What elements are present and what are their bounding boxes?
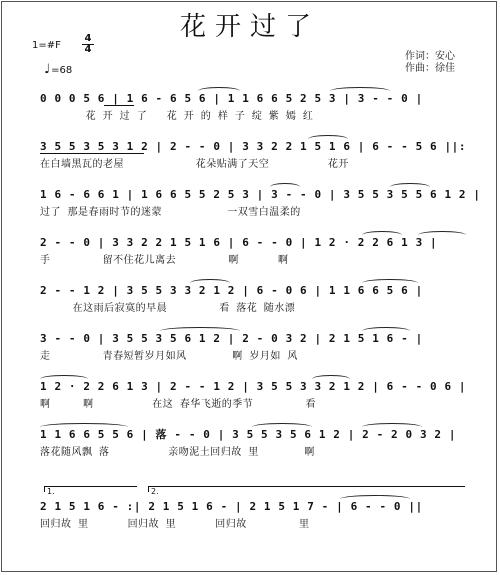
lyrics-line: 回归故 里 回归故 里 回归故 里 — [40, 519, 310, 530]
composer: 作曲：徐佳 — [405, 63, 455, 74]
slur — [308, 135, 348, 143]
score-system-1 — [40, 92, 485, 138]
beam — [40, 153, 144, 154]
slur — [312, 375, 350, 383]
lyrics-line: 手 留不住花儿离去 啊 啊 — [40, 255, 289, 266]
jianpu-notes: 3 5 5 3 5 3 1 2 | 2 - - 0 | 3 3 2 2 1 5 1 6 | 6 - - 5 6 ||: — [40, 140, 467, 153]
jianpu-notes: 2 1 5 1 6 - :| 2 1 5 1 6 - | 2 1 5 1 7 - | 6 - - 0 || — [40, 500, 423, 513]
lyrics-line: 走 青春短暂岁月如风 啊 岁月如 风 — [40, 351, 298, 362]
score-system-4 — [40, 236, 485, 282]
score-system-6 — [40, 332, 485, 378]
slur — [40, 423, 128, 431]
slur — [270, 183, 300, 191]
jianpu-notes: 1 1 6 6 5 5 6 | 落 - - 0 | 3 5 5 3 5 6 1 2 | 2 - 2 0 3 2 | — [40, 428, 457, 441]
time-signature-bottom: 4 — [84, 44, 92, 55]
volta-second-ending — [148, 486, 465, 492]
score-system-2 — [40, 140, 485, 186]
credits — [405, 51, 455, 75]
slur — [390, 183, 430, 191]
score-system-8 — [40, 428, 485, 474]
slur — [362, 279, 418, 287]
tempo-marking — [44, 62, 72, 77]
lyrics-line: 花 开 过 了 花 开 的 样 子 绽 紫 嫣 红 — [40, 111, 314, 122]
slur — [198, 87, 240, 95]
score-system-7 — [40, 380, 485, 426]
lyrics-line: 落花随风飘 落 亲吻泥土回归故 里 啊 — [40, 447, 315, 458]
key-signature: 1=#F — [32, 40, 61, 51]
volta-second-label: 2. — [151, 487, 159, 496]
lyrics-line: 过了 那是春雨时节的迷蒙 一双雪白温柔的 — [40, 207, 301, 218]
slur — [418, 231, 466, 239]
slur — [330, 87, 390, 95]
lyrics-line: 啊 啊 在这 春华飞逝的季节 看 — [40, 399, 316, 410]
volta-first-ending — [44, 486, 137, 492]
slur — [362, 327, 410, 335]
time-signature — [82, 34, 94, 55]
song-title: 花开过了 — [179, 12, 320, 42]
jianpu-notes: 1 2 · 2 2 6 1 3 | 2 - - 1 2 | 3 5 5 3 3 2 1 2 | 6 - - 0 6 | — [40, 380, 467, 393]
slur — [252, 423, 312, 431]
tempo-value: =68 — [51, 65, 73, 76]
slur — [40, 375, 88, 383]
jianpu-notes: 3 - - 0 | 3 5 5 3 5 6 1 2 | 2 - 0 3 2 | 2 1 5 1 6 - | — [40, 332, 423, 345]
slur — [362, 423, 422, 431]
score-system-3 — [40, 188, 485, 234]
quarter-note-icon: ♩ — [44, 62, 51, 77]
jianpu-notes: 1 6 - 6 6 1 | 1 6 6 5 5 2 5 3 | 3 - - 0 | 3 5 5 3 5 5 6 1 2 | — [40, 188, 481, 201]
volta-first-label: 1. — [47, 487, 55, 496]
jianpu-notes: 0 0 0 5 6 | 1 6 - 6 5 6 | 1 1 6 6 5 2 5 3 | 3 - - 0 | — [40, 92, 423, 105]
slur — [362, 231, 402, 239]
lyrics-line: 在白墙黑瓦的老屋 花朵贴满了天空 花开 — [40, 159, 349, 170]
jianpu-notes: 2 - - 1 2 | 3 5 5 3 3 2 1 2 | 6 - 0 6 | 1 1 6 6 5 6 | — [40, 284, 423, 297]
score-system-9 — [40, 500, 485, 546]
lyricist: 作词：安心 — [405, 51, 455, 62]
jianpu-notes: 2 - - 0 | 3 3 2 2 1 5 1 6 | 6 - - 0 | 1 2 · 2 2 6 1 3 | — [40, 236, 438, 249]
beam — [104, 105, 134, 106]
slur — [160, 327, 240, 335]
time-signature-top: 4 — [82, 34, 94, 45]
slur — [190, 279, 230, 287]
score-system-5 — [40, 284, 485, 330]
slur — [340, 495, 410, 503]
lyrics-line: 在这雨后寂寞的早晨 看 落花 随水漂 — [40, 303, 296, 314]
